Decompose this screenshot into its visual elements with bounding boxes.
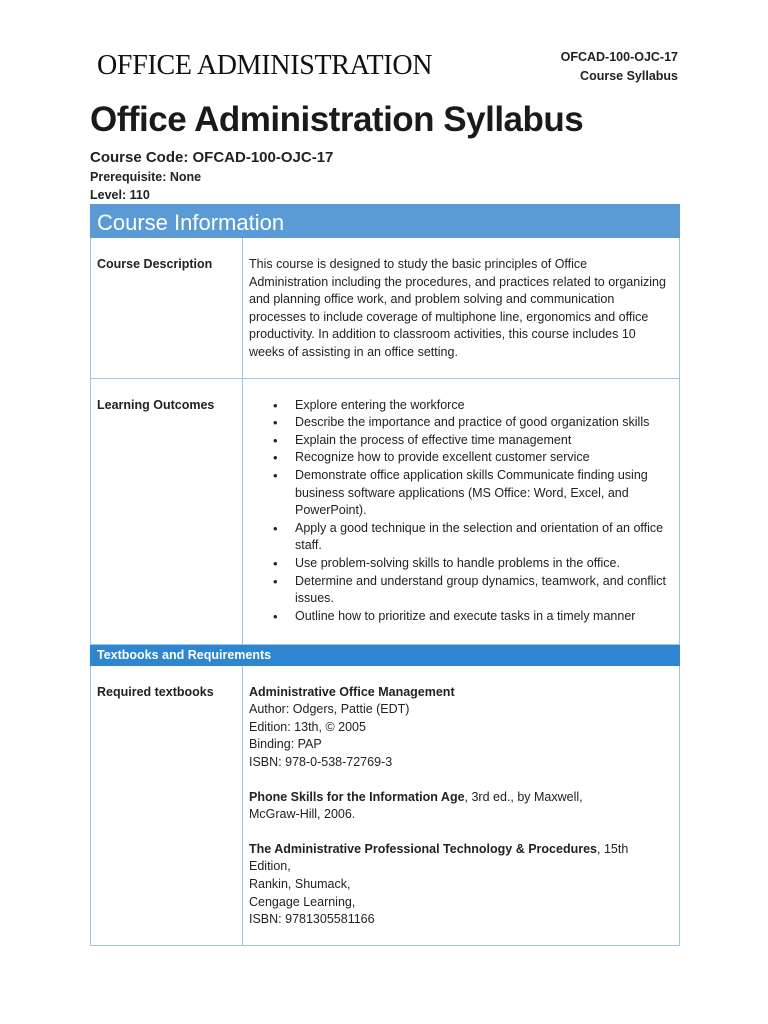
table-row <box>91 238 680 379</box>
textbook-1-isbn: ISBN: 978-0-538-72769-3 <box>249 754 393 769</box>
page-title: Office Administration Syllabus <box>90 100 584 139</box>
course-information-heading: Course Information <box>91 205 680 238</box>
textbook-2-title: Phone Skills for the Information Age <box>249 789 465 804</box>
textbook-3 <box>249 841 669 929</box>
learning-outcomes-list <box>249 397 669 626</box>
required-textbooks-label: Required textbooks <box>91 665 243 945</box>
textbook-1 <box>249 684 669 772</box>
header-right <box>561 48 678 86</box>
list-item: • Outline how to prioritize and execute tasks in a timely manner <box>295 608 669 626</box>
list-item: • Determine and understand group dynamics, teamwork, and conflict issues. <box>295 573 669 608</box>
list-item: • Explore entering the workforce <box>295 397 669 415</box>
course-description-text: This course is designed to study the basic principles of Office Administration including the procedures, and practices related to organizing and planning office work, and problem solving and communication processes to include coverage of multiphone line, ergonomics and office productivity. In addition to classroom activities, this course includes 10 weeks of assisting in an office setting. <box>243 238 680 379</box>
textbook-2 <box>249 789 669 824</box>
table-row <box>91 665 680 945</box>
required-textbooks-cell <box>243 665 680 945</box>
textbook-3-publisher: Cengage Learning, <box>249 894 356 909</box>
prerequisite: Prerequisite: None <box>90 170 202 184</box>
list-item: • Describe the importance and practice of good organization skills <box>295 414 669 432</box>
list-item: • Demonstrate office application skills Communicate finding using business software applications (MS Office: Word, Excel, and PowerPoint). <box>295 467 669 520</box>
course-level: Level: 110 <box>90 188 150 202</box>
textbook-1-edition: Edition: 13th, © 2005 <box>249 719 366 734</box>
learning-outcomes-cell <box>243 378 680 644</box>
header-org-title: OFFICE ADMINISTRATION <box>97 50 433 81</box>
table-row <box>91 378 680 644</box>
course-code: Course Code: OFCAD-100-OJC-17 <box>90 149 334 166</box>
textbook-3-isbn: ISBN: 9781305581166 <box>249 912 375 927</box>
textbooks-heading: Textbooks and Requirements <box>91 644 680 665</box>
course-information-table <box>90 204 680 946</box>
textbook-1-title: Administrative Office Management <box>249 684 455 699</box>
list-item: • Use problem-solving skills to handle problems in the office. <box>295 555 669 573</box>
textbook-2-publisher: McGraw-Hill, 2006. <box>249 807 356 822</box>
list-item: • Recognize how to provide excellent customer service <box>295 449 669 467</box>
textbook-3-title: The Administrative Professional Technology & Procedures <box>249 841 597 856</box>
list-item: • Explain the process of effective time management <box>295 432 669 450</box>
header-doc-type: Course Syllabus <box>580 69 678 83</box>
textbook-2-details: , 3rd ed., by Maxwell, <box>464 789 583 804</box>
textbook-1-binding: Binding: PAP <box>249 737 322 752</box>
textbook-1-author: Author: Odgers, Pattie (EDT) <box>249 702 410 717</box>
header-course-code: OFCAD-100-OJC-17 <box>560 50 678 64</box>
textbook-3-authors: Rankin, Shumack, <box>249 876 351 891</box>
course-description-label: Course Description <box>91 238 243 379</box>
textbook-3-edition: , 15th Edition, <box>249 841 629 874</box>
learning-outcomes-label: Learning Outcomes <box>91 378 243 644</box>
list-item: • Apply a good technique in the selection and orientation of an office staff. <box>295 520 669 555</box>
